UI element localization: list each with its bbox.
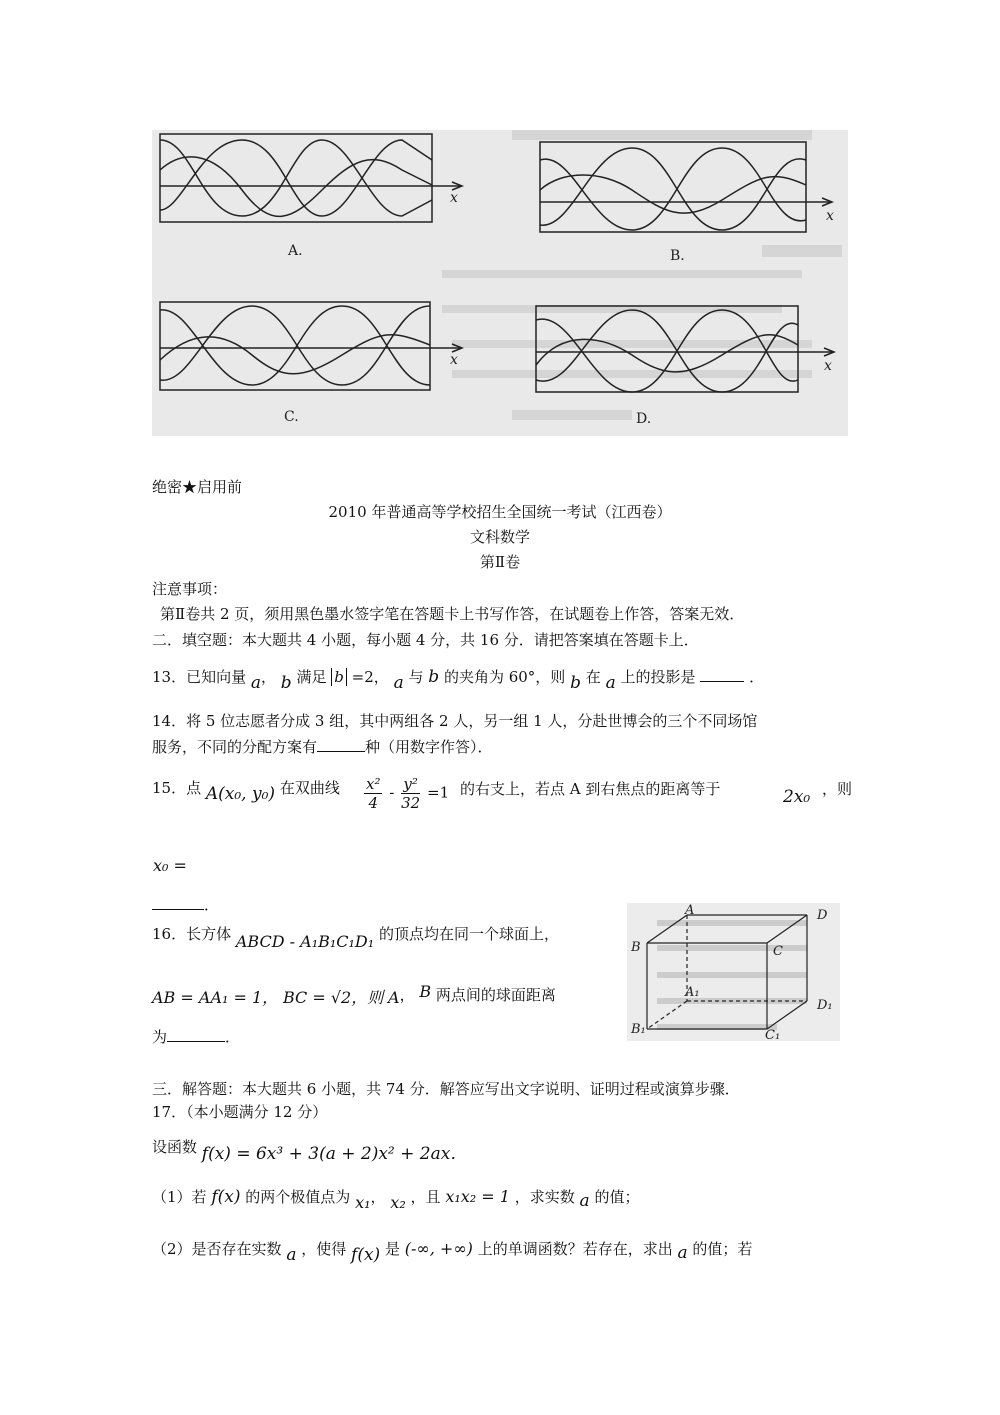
q17-x1: x₁ xyxy=(355,1193,371,1212)
question-14-line2 xyxy=(152,738,493,756)
q17-a: a xyxy=(579,1191,590,1211)
q16-solid: ABCD - A₁B₁C₁D₁ xyxy=(235,932,375,951)
frac-x-num: x² xyxy=(366,775,381,793)
hyperbola-equation xyxy=(362,775,449,812)
q16-rest2: 两点间的球面距离 xyxy=(435,986,556,1004)
vector-b-3: b xyxy=(570,673,581,693)
q17-function: f(x) = 6x³ + 3(a + 2)x² + 2ax． xyxy=(201,1144,468,1164)
q13-and: 与 xyxy=(408,668,424,686)
q17-def-pre: 设函数 xyxy=(152,1138,198,1156)
vector-a: a xyxy=(250,673,262,693)
vertex-c: C xyxy=(773,944,783,959)
eq-one: =1 xyxy=(427,783,450,802)
vertex-a1: A₁ xyxy=(685,985,700,1000)
q17-p1-end: ，求实数 xyxy=(514,1188,575,1206)
q15-on-curve: 在双曲线 xyxy=(279,779,340,797)
frac-x-den: 4 xyxy=(368,794,379,812)
q15-lead: 15．点 xyxy=(152,779,202,797)
q16-point-a: A xyxy=(388,988,400,1007)
question-17-header: 17．（本小题满分 12 分） xyxy=(152,1103,328,1121)
q17-sep: ， xyxy=(370,1188,386,1206)
question-13: 13．已知向量 a， b 满足 b =2， a 与 b 的夹角为 60°，则 b 在 a 上的投影是 ． xyxy=(152,667,765,693)
q17-p2-pre: （2）是否存在实数 xyxy=(152,1240,282,1258)
vertex-d: D xyxy=(817,908,828,923)
q13-lead: 13．已知向量 xyxy=(152,668,247,686)
axis-x-d: x xyxy=(824,358,832,374)
q17-p1-mid: 的两个极值点为 xyxy=(245,1188,351,1206)
vertex-b: B xyxy=(631,940,641,955)
option-a-label: A. xyxy=(288,243,303,259)
q15-end: ． xyxy=(204,896,220,914)
exam-title: 2010 年普通高等学校招生全国统一考试（江西卷） xyxy=(328,503,672,521)
question-17-part1 xyxy=(152,1187,640,1212)
cuboid-figure xyxy=(627,903,840,1041)
q16-point-b: B xyxy=(419,982,432,1001)
question-14-line1: 14．将 5 位志愿者分成 3 组，其中两组各 2 人，另一组 1 人，分赴世博会的三个不同场馆 xyxy=(152,712,758,730)
q17-p2-is: 是 xyxy=(384,1240,400,1258)
q14-text-b: 种（用数字作答）． xyxy=(365,738,493,756)
question-16-line2 xyxy=(152,982,556,1007)
vector-a-2: a xyxy=(393,673,404,693)
frac-x xyxy=(364,775,382,812)
q16-lead: 16．长方体 xyxy=(152,925,232,943)
q17-a-2: a xyxy=(286,1245,297,1265)
q16-cond2: BC = √2，则 xyxy=(282,988,384,1007)
q13-on: 在 xyxy=(585,668,601,686)
question-16-line3 xyxy=(152,1028,240,1046)
q16-rest1: 的顶点均在同一个球面上， xyxy=(378,925,559,943)
q13-answer-blank[interactable] xyxy=(700,681,744,682)
section-3-heading: 三．解答题：本大题共 6 小题，共 74 分．解答应写出文字说明、证明过程或演算步骤． xyxy=(152,1080,740,1098)
q13-angle: 的夹角为 60°，则 xyxy=(443,668,566,686)
vector-b: b xyxy=(280,673,292,693)
option-a-plot xyxy=(160,134,462,222)
q17-interval: (-∞, +∞) xyxy=(404,1239,473,1258)
q17-p1-tail: 的值； xyxy=(594,1188,640,1206)
axis-x-b: x xyxy=(826,208,834,224)
axis-x-a: x xyxy=(450,190,458,206)
question-16-line1 xyxy=(152,924,559,951)
q16-comma: ， xyxy=(399,986,415,1004)
question-17-part2 xyxy=(152,1239,753,1265)
q15-then: ，则 xyxy=(822,780,853,798)
answer-options-figure xyxy=(152,130,848,436)
q17-p1-cond-pre: ，且 xyxy=(410,1188,441,1206)
option-b-plot xyxy=(540,142,832,232)
vector-a-3: a xyxy=(605,673,616,693)
option-c-plot xyxy=(160,302,462,390)
axis-x-c: x xyxy=(450,352,458,368)
question-17-def xyxy=(152,1137,468,1164)
norm-b: b xyxy=(331,668,347,686)
frac-y-den: 32 xyxy=(401,794,421,812)
option-b-label: B. xyxy=(670,248,685,264)
frac-y-num: y² xyxy=(401,775,420,794)
q15-answer-blank[interactable] xyxy=(152,909,204,910)
q17-p2-rest: 上的单调函数？若存在，求出 xyxy=(477,1240,673,1258)
q17-x2: x₂ xyxy=(390,1193,406,1212)
q16-answer-blank[interactable] xyxy=(167,1041,225,1042)
eq-minus: - xyxy=(389,783,395,802)
q15-val: 2x₀ xyxy=(783,787,811,807)
q17-p2-tail: 的值；若 xyxy=(692,1240,753,1258)
q13-satisfy: 满足 xyxy=(296,668,327,686)
q13-end: ． xyxy=(749,668,765,686)
option-d-label: D. xyxy=(636,411,652,427)
vertex-a: A xyxy=(685,903,695,918)
vertex-c1: C₁ xyxy=(765,1028,781,1041)
vertex-d1: D₁ xyxy=(817,998,833,1013)
q17-fx-2: f(x) xyxy=(351,1245,381,1265)
exam-volume: 第Ⅱ卷 xyxy=(479,553,521,571)
vertex-b1: B₁ xyxy=(631,1022,646,1037)
q14-answer-blank[interactable] xyxy=(317,751,365,752)
section-2-heading: 二．填空题：本大题共 4 小题，每小题 4 分，共 16 分．请把答案填在答题卡上． xyxy=(152,631,699,649)
q15-point: A(x₀, y₀) xyxy=(205,784,276,804)
q17-a-3: a xyxy=(677,1243,688,1263)
q13-norm-val: =2， xyxy=(351,668,389,686)
notice-text: 第Ⅱ卷共 2 页，须用黑色墨水签字笔在答题卡上书写作答，在试题卷上作答，答案无效． xyxy=(160,605,745,623)
notice-heading: 注意事项： xyxy=(152,580,228,598)
q17-p1-pre: （1）若 xyxy=(152,1188,207,1206)
q17-cond: x₁x₂ = 1 xyxy=(445,1187,510,1206)
q15-x0: x₀ = xyxy=(153,856,187,875)
q16-cond1: AB = AA₁ = 1， xyxy=(152,988,279,1007)
q15-rest: 的右支上，若点 A 到右焦点的距离等于 xyxy=(460,780,721,798)
question-15 xyxy=(152,778,340,804)
exam-subject: 文科数学 xyxy=(469,528,530,546)
vector-b-2: b xyxy=(428,667,440,687)
q16-end: ． xyxy=(225,1028,241,1046)
q14-text-a: 服务，不同的分配方案有 xyxy=(152,738,318,756)
q13-proj: 上的投影是 xyxy=(620,668,696,686)
option-c-label: C. xyxy=(284,409,299,425)
q16-wei: 为 xyxy=(152,1028,168,1046)
q17-p2-mid: ，使得 xyxy=(301,1240,347,1258)
confidential-mark: 绝密★启用前 xyxy=(152,478,243,496)
q17-fx: f(x) xyxy=(211,1187,241,1207)
q15-answer-line xyxy=(152,896,219,914)
frac-y xyxy=(401,775,420,812)
option-d-plot xyxy=(536,306,834,392)
